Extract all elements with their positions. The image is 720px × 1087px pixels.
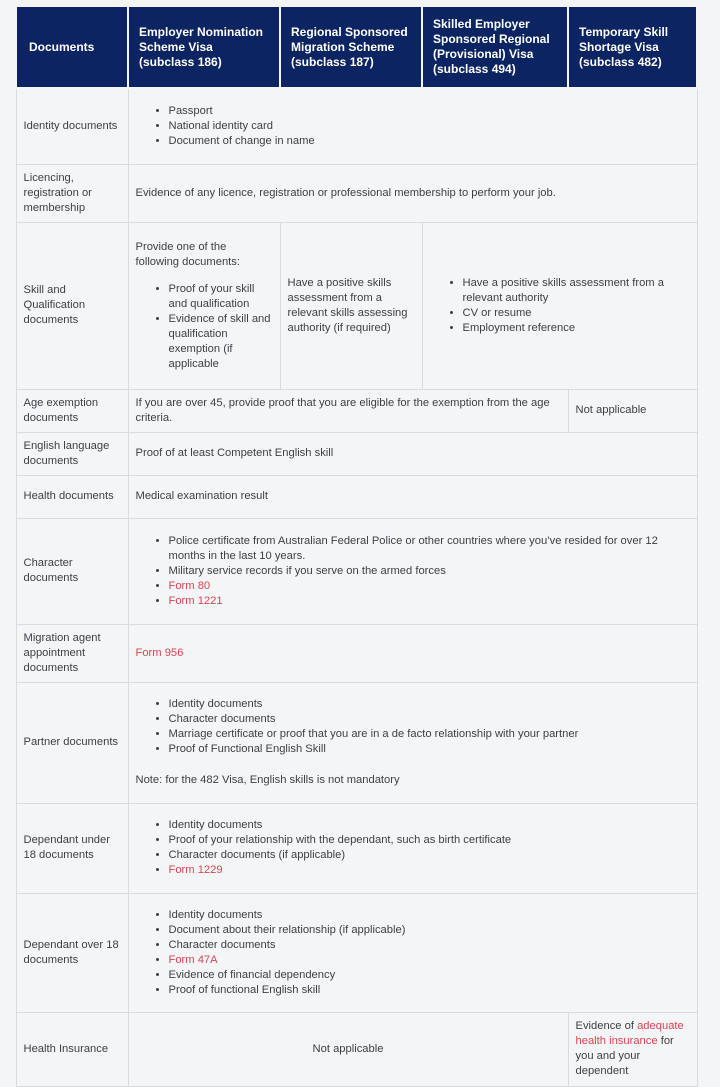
list-item: • Proof of Functional English Skill xyxy=(169,742,690,757)
adequate-health-insurance-link[interactable]: adequate health insurance xyxy=(575,1020,684,1047)
list-item: • Marriage certificate or proof that you are in a de facto relationship with your partner xyxy=(169,727,690,742)
list-item: • CV or resume xyxy=(463,306,690,321)
list-item: • Evidence of skill and qualification exemption (if applicable xyxy=(169,312,273,372)
skill-intro: Provide one of the following documents: xyxy=(135,240,240,268)
list-item: • Document about their relationship (if applicable) xyxy=(169,923,690,938)
row-label-health-insurance: Health Insurance xyxy=(16,1012,128,1086)
identity-list xyxy=(136,104,690,149)
table-row xyxy=(16,1012,697,1086)
list-item: • Proof of your skill and qualification xyxy=(169,282,273,312)
row-label-licencing: Licencing, registration or membership xyxy=(16,164,128,222)
partner-note: Note: for the 482 Visa, English skills is not mandatory xyxy=(135,774,400,786)
skill-cell-187: Have a positive skills assessment from a relevant skills assessing authority (if required) xyxy=(280,222,422,389)
partner-cell xyxy=(128,682,697,803)
list-item: • Identity documents xyxy=(169,818,690,833)
skill-list-494-482 xyxy=(430,276,690,336)
character-cell xyxy=(128,518,697,624)
table-row xyxy=(16,803,697,893)
dependant-under-18-cell xyxy=(128,803,697,893)
list-item: • Proof of your relationship with the dependant, such as birth certificate xyxy=(169,833,690,848)
table-row xyxy=(16,222,697,389)
insurance-cell-482 xyxy=(568,1012,697,1086)
row-label-dependant-over-18: Dependant over 18 documents xyxy=(16,893,128,1012)
identity-cell xyxy=(128,88,697,164)
header-subclass-494: Skilled Employer Sponsored Regional (Provisional) Visa (subclass 494) xyxy=(422,6,568,88)
list-item: • Document of change in name xyxy=(169,134,690,149)
row-label-english: English language documents xyxy=(16,432,128,475)
skill-list-186 xyxy=(136,282,273,372)
list-item: • Have a positive skills assessment from a relevant authority xyxy=(463,276,690,306)
row-label-identity: Identity documents xyxy=(16,88,128,164)
dependant-over-18-cell xyxy=(128,893,697,1012)
visa-documents-table xyxy=(15,5,698,1087)
partner-list xyxy=(136,697,690,757)
dependant-under-18-list xyxy=(136,818,690,878)
table-row xyxy=(16,432,697,475)
header-documents: Documents xyxy=(16,6,128,88)
form-1229-link[interactable]: Form 1229 xyxy=(168,864,223,876)
list-item: • Proof of functional English skill xyxy=(169,983,690,998)
table-row xyxy=(16,389,697,432)
table-row xyxy=(16,624,697,682)
skill-cell-494-482 xyxy=(422,222,697,389)
english-cell: Proof of at least Competent English skill xyxy=(128,432,697,475)
age-cell-482: Not applicable xyxy=(568,389,697,432)
row-label-partner: Partner documents xyxy=(16,682,128,803)
row-label-character: Character documents xyxy=(16,518,128,624)
form-80-link[interactable]: Form 80 xyxy=(168,579,211,592)
list-item: • Character documents (if applicable) xyxy=(169,848,690,863)
list-item xyxy=(169,594,690,609)
table-row xyxy=(16,88,697,164)
row-label-agent: Migration agent appointment documents xyxy=(16,624,128,682)
age-cell: If you are over 45, provide proof that you are eligible for the exemption from the age criteria. xyxy=(128,389,568,432)
list-item: • Passport xyxy=(169,104,690,119)
list-item: • Military service records if you serve on the armed forces xyxy=(169,564,690,579)
list-item: • Character documents xyxy=(169,938,690,953)
insurance-cell: Not applicable xyxy=(128,1012,568,1086)
list-item xyxy=(169,953,690,968)
table-row xyxy=(16,682,697,803)
row-label-dependant-under-18: Dependant under 18 documents xyxy=(16,803,128,893)
row-label-skill: Skill and Qualification documents xyxy=(16,222,128,389)
insurance-text-after: for you and your dependent xyxy=(575,1035,674,1077)
list-item: • Evidence of financial dependency xyxy=(169,968,690,983)
list-item: • Character documents xyxy=(169,712,690,727)
skill-cell-186 xyxy=(128,222,280,389)
table-row xyxy=(16,893,697,1012)
table-row xyxy=(16,475,697,518)
table-header-row xyxy=(16,6,697,88)
list-item xyxy=(169,863,690,878)
header-subclass-186: Employer Nomination Scheme Visa (subclass 186) xyxy=(128,6,280,88)
row-label-age: Age exemption documents xyxy=(16,389,128,432)
table-row xyxy=(16,164,697,222)
health-cell: Medical examination result xyxy=(128,475,697,518)
list-item xyxy=(169,579,690,594)
agent-cell xyxy=(128,624,697,682)
form-47a-link[interactable]: Form 47A xyxy=(168,953,218,966)
list-item: • National identity card xyxy=(169,119,690,134)
insurance-text-before: Evidence of xyxy=(575,1020,638,1032)
list-item: • Police certificate from Australian Federal Police or other countries where you’ve resided for over 12 months in the last 10 years. xyxy=(169,534,690,564)
form-1221-link[interactable]: Form 1221 xyxy=(168,594,223,607)
list-item: • Employment reference xyxy=(463,321,690,336)
dependant-over-18-list xyxy=(136,908,690,998)
form-956-link[interactable]: Form 956 xyxy=(135,646,184,659)
row-label-health: Health documents xyxy=(16,475,128,518)
table-row xyxy=(16,518,697,624)
header-subclass-482: Temporary Skill Shortage Visa (subclass 482) xyxy=(568,6,697,88)
character-list xyxy=(136,534,690,609)
list-item: • Identity documents xyxy=(169,697,690,712)
licencing-cell: Evidence of any licence, registration or professional membership to perform your job. xyxy=(128,164,697,222)
list-item: • Identity documents xyxy=(169,908,690,923)
header-subclass-187: Regional Sponsored Migration Scheme (subclass 187) xyxy=(280,6,422,88)
